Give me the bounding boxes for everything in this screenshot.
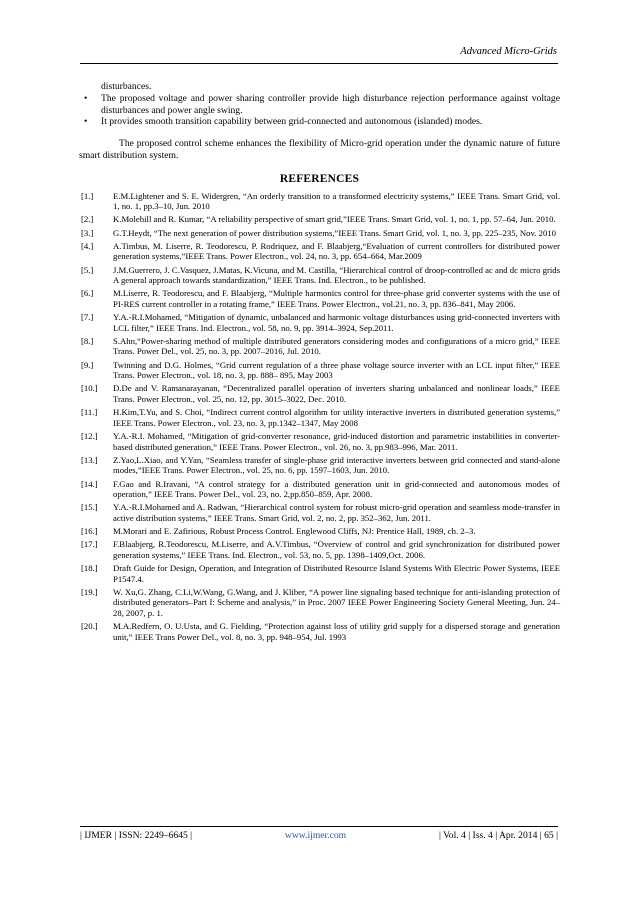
- reference-number: [20.]: [81, 621, 98, 632]
- reference-text: G.T.Heydt, “The next generation of power distribution systems,”IEEE Trans. Smart Grid, vol. 1, no. 3, pp. 225–235, Nov. 2010: [113, 227, 557, 238]
- reference-number: [8.]: [81, 335, 94, 346]
- footer-volume: | Vol. 4 | Iss. 4 | Apr. 2014 | 65 |: [438, 830, 558, 841]
- bullet-item: • It provides smooth transition capability between grid-connected and autonomous (islanded) modes.: [84, 116, 483, 128]
- page-body: [79, 81, 560, 645]
- reference-number: [15.]: [81, 502, 98, 513]
- reference-item: [79, 502, 560, 523]
- bullet-list: [79, 93, 560, 128]
- reference-number: [11.]: [81, 407, 98, 418]
- reference-item: [79, 336, 560, 357]
- reference-text: Draft Guide for Design, Operation, and Integration of Distributed Resource Island Systems With Electric Power Systems, IEEE P1547.4.: [113, 563, 560, 584]
- reference-item: [79, 360, 560, 381]
- footer: [80, 830, 558, 841]
- reference-item: [79, 621, 560, 642]
- header-rule: [80, 63, 558, 64]
- reference-number: [16.]: [81, 526, 98, 537]
- reference-number: [5.]: [81, 264, 94, 275]
- reference-number: [6.]: [81, 288, 94, 299]
- reference-text: Y.A.-R.I.Mohamed and A. Radwan, “Hierarchical control system for robust micro-grid operation and seamless mode-transfer in active distribution systems,” IEEE Trans. Smart Grid, vol. 2, no. 2, pp. 352–362, Jun. 2011.: [113, 502, 560, 523]
- body-paragraph: The proposed control scheme enhances the flexibility of Micro-grid operation under the dynamic nature of future smart distribution system.: [79, 138, 560, 161]
- bullet-icon: •: [84, 116, 88, 128]
- reference-item: [79, 431, 560, 452]
- reference-text: F.Blaabjerg, R.Teodorescu, M.Liserre, and A.V.Timbus, “Overview of control and grid synchronization for distributed power generation systems,” IEEE Trans. Ind. Electron., vol. 53, no. 5, pp. 1398–1409,Oct. 2006.: [113, 539, 560, 560]
- reference-text: A.Timbus, M. Liserre, R. Teodorescu, P. Rodriquez, and F. Blaabjerg,“Evaluation of current controllers for distributed power generation systems,”IEEE Trans. Power Electron., vol. 24, no. 3, pp. 654–664, Mar.2009: [113, 240, 560, 262]
- reference-text: Y.A.-R.I. Mohamed, “Mitigation of grid-converter resonance, grid-induced distortion and parametric instabilities in converter-based distributed generation,” IEEE Trans. Power Electron., vol. 26, no. 3, pp.983–996, Mar. 2011.: [113, 430, 560, 452]
- reference-number: [4.]: [81, 240, 94, 251]
- reference-text: H.Kim,T.Yu, and S. Choi, “Indirect current control algorithm for utility interactive inverters in distributed generation systems,” IEEE Trans. Power Electron., vol. 23, no. 3, pp.1342–1347, May 2008: [113, 407, 560, 428]
- reference-list: [79, 191, 560, 643]
- reference-number: [14.]: [81, 478, 98, 489]
- reference-item: [79, 539, 560, 560]
- reference-number: [2.]: [81, 214, 94, 225]
- reference-item: [79, 241, 560, 262]
- continuation-text: disturbances.: [101, 81, 152, 92]
- reference-number: [17.]: [81, 539, 98, 550]
- running-header: Advanced Micro-Grids: [460, 46, 557, 57]
- reference-text: E.M.Lightener and S. E. Widergren, “An orderly transition to a transformed electricity systems,” IEEE Trans. Smart Grid, vol. 1, no. 1, pp.3–10, Jun. 2010: [113, 190, 560, 212]
- reference-text: Twinning and D.G. Holmes, “Grid current regulation of a three phase voltage source inverter with an LCL input filter,” IEEE Trans. Power Electron., vol. 18, no. 3, pp. 888– 895, May 2003: [113, 359, 560, 381]
- references-heading: REFERENCES: [279, 172, 360, 185]
- reference-item: [79, 563, 560, 584]
- reference-item: [79, 191, 560, 212]
- reference-item: [79, 383, 560, 404]
- reference-number: [3.]: [81, 227, 94, 238]
- reference-number: [12.]: [81, 430, 98, 441]
- reference-text: M.Morari and E. Zafirious, Robust Process Control. Englewood Cliffs, NJ: Prentice Hall, 1989, ch. 2–3.: [113, 526, 476, 537]
- reference-item: [79, 479, 560, 500]
- reference-item: [79, 288, 560, 309]
- reference-text: Y.A.-R.I.Mohamed, “Mitigation of dynamic, unbalanced and harmonic voltage disturbances using grid-connected inverters with LCL filter,” IEEE Trans. Ind. Electron., vol. 58, no. 9, pp. 3914–3924, Sep.2011.: [113, 312, 560, 333]
- reference-item: [79, 407, 560, 428]
- reference-number: [10.]: [81, 383, 98, 394]
- reference-text: M.A.Redfern, O. U.Usta, and G. Fielding, “Protection against loss of utility grid supply for a dispersed storage and generation unit,” IEEE Trans Power Del., vol. 8, no. 3, pp. 948–954, Jul. 1993: [113, 621, 560, 642]
- reference-text: F.Gao and R.Iravani, “A control strategy for a distributed generation unit in grid-connected and autonomous modes of operation,” IEEE Trans. Power Del., vol. 23, no. 2,pp.850–859, Apr. 2008.: [113, 478, 560, 500]
- reference-text: J.M.Guerrero, J. C.Vasquez, J.Matas, K.Vicuna, and M. Castilla, “Hierarchical control of droop-controlled ac and dc micro grids A general approach towards standardization,” IEEE Trans. Ind. Electron., to be published.: [113, 264, 560, 286]
- reference-text: M.Liserre, R. Teodorescu, and F. Blaabjerg, “Multiple harmonics control for three-phase grid converter systems with the use of PI-RES current controller in a rotating frame,” IEEE Trans. Power Electron., vol.21, no. 3, pp. 836–841, May 2006.: [113, 288, 560, 309]
- reference-number: [18.]: [81, 563, 98, 574]
- footer-rule: [80, 826, 558, 827]
- reference-text: K.Molehill and R. Kumar, “A reliability perspective of smart grid,”IEEE Trans. Smart Grid, vol. 1, no. 1, pp. 57–64, Jun. 2010.: [113, 214, 556, 225]
- reference-item: [79, 312, 560, 333]
- reference-number: [7.]: [81, 312, 94, 323]
- reference-item: [79, 214, 560, 225]
- reference-text: D.De and V. Ramanarayanan, “Decentralized parallel operation of inverters sharing unbalanced and nonlinear loads,” IEEE Trans. Power Electron., vol. 25, no. 12, pp. 3015–3022, Dec. 2010.: [113, 383, 560, 405]
- footer-issn: | IJMER | ISSN: 2249–6645 |: [80, 830, 193, 841]
- footer-link[interactable]: www.ijmer.com: [284, 830, 347, 841]
- reference-number: [1.]: [81, 190, 94, 201]
- reference-item: [79, 587, 560, 619]
- bullet-icon: •: [84, 92, 88, 104]
- reference-number: [13.]: [81, 454, 98, 465]
- reference-item: [79, 265, 560, 286]
- reference-text: Z.Yao,L.Xiao, and Y.Yan, “Seamless transfer of single-phase grid interactive inverters between grid connected and stand-alone modes,”IEEE Trans. Power Electron., vol. 25, no. 6, pp. 1597–1603, Jun. 2010.: [113, 454, 560, 476]
- reference-text: W. Xu,G. Zhang, C.Li,W.Wang, G.Wang, and J. Kliber, “A power line signaling based technique for anti-islanding protection of distributed generators–Part I: Scheme and analysis,” in Proc. 2007 IEEE Power Engineering Society General Meeting, Jun. 24–28, 2007, p. 1.: [113, 586, 560, 619]
- reference-text: S.Ahn,“Power-sharing method of multiple distributed generators considering modes and configurations of a micro grid,” IEEE Trans. Power Del., vol. 25, no. 3, pp. 2007–2016, Jul. 2010.: [113, 335, 560, 357]
- reference-number: [19.]: [81, 586, 98, 597]
- reference-item: [79, 526, 560, 537]
- reference-item: [79, 228, 560, 239]
- reference-number: [9.]: [81, 359, 94, 370]
- reference-item: [79, 455, 560, 476]
- bullet-item: • The proposed voltage and power sharing controller provide high disturbance rejection performance against voltage disturbances and power angle swing.: [84, 92, 560, 116]
